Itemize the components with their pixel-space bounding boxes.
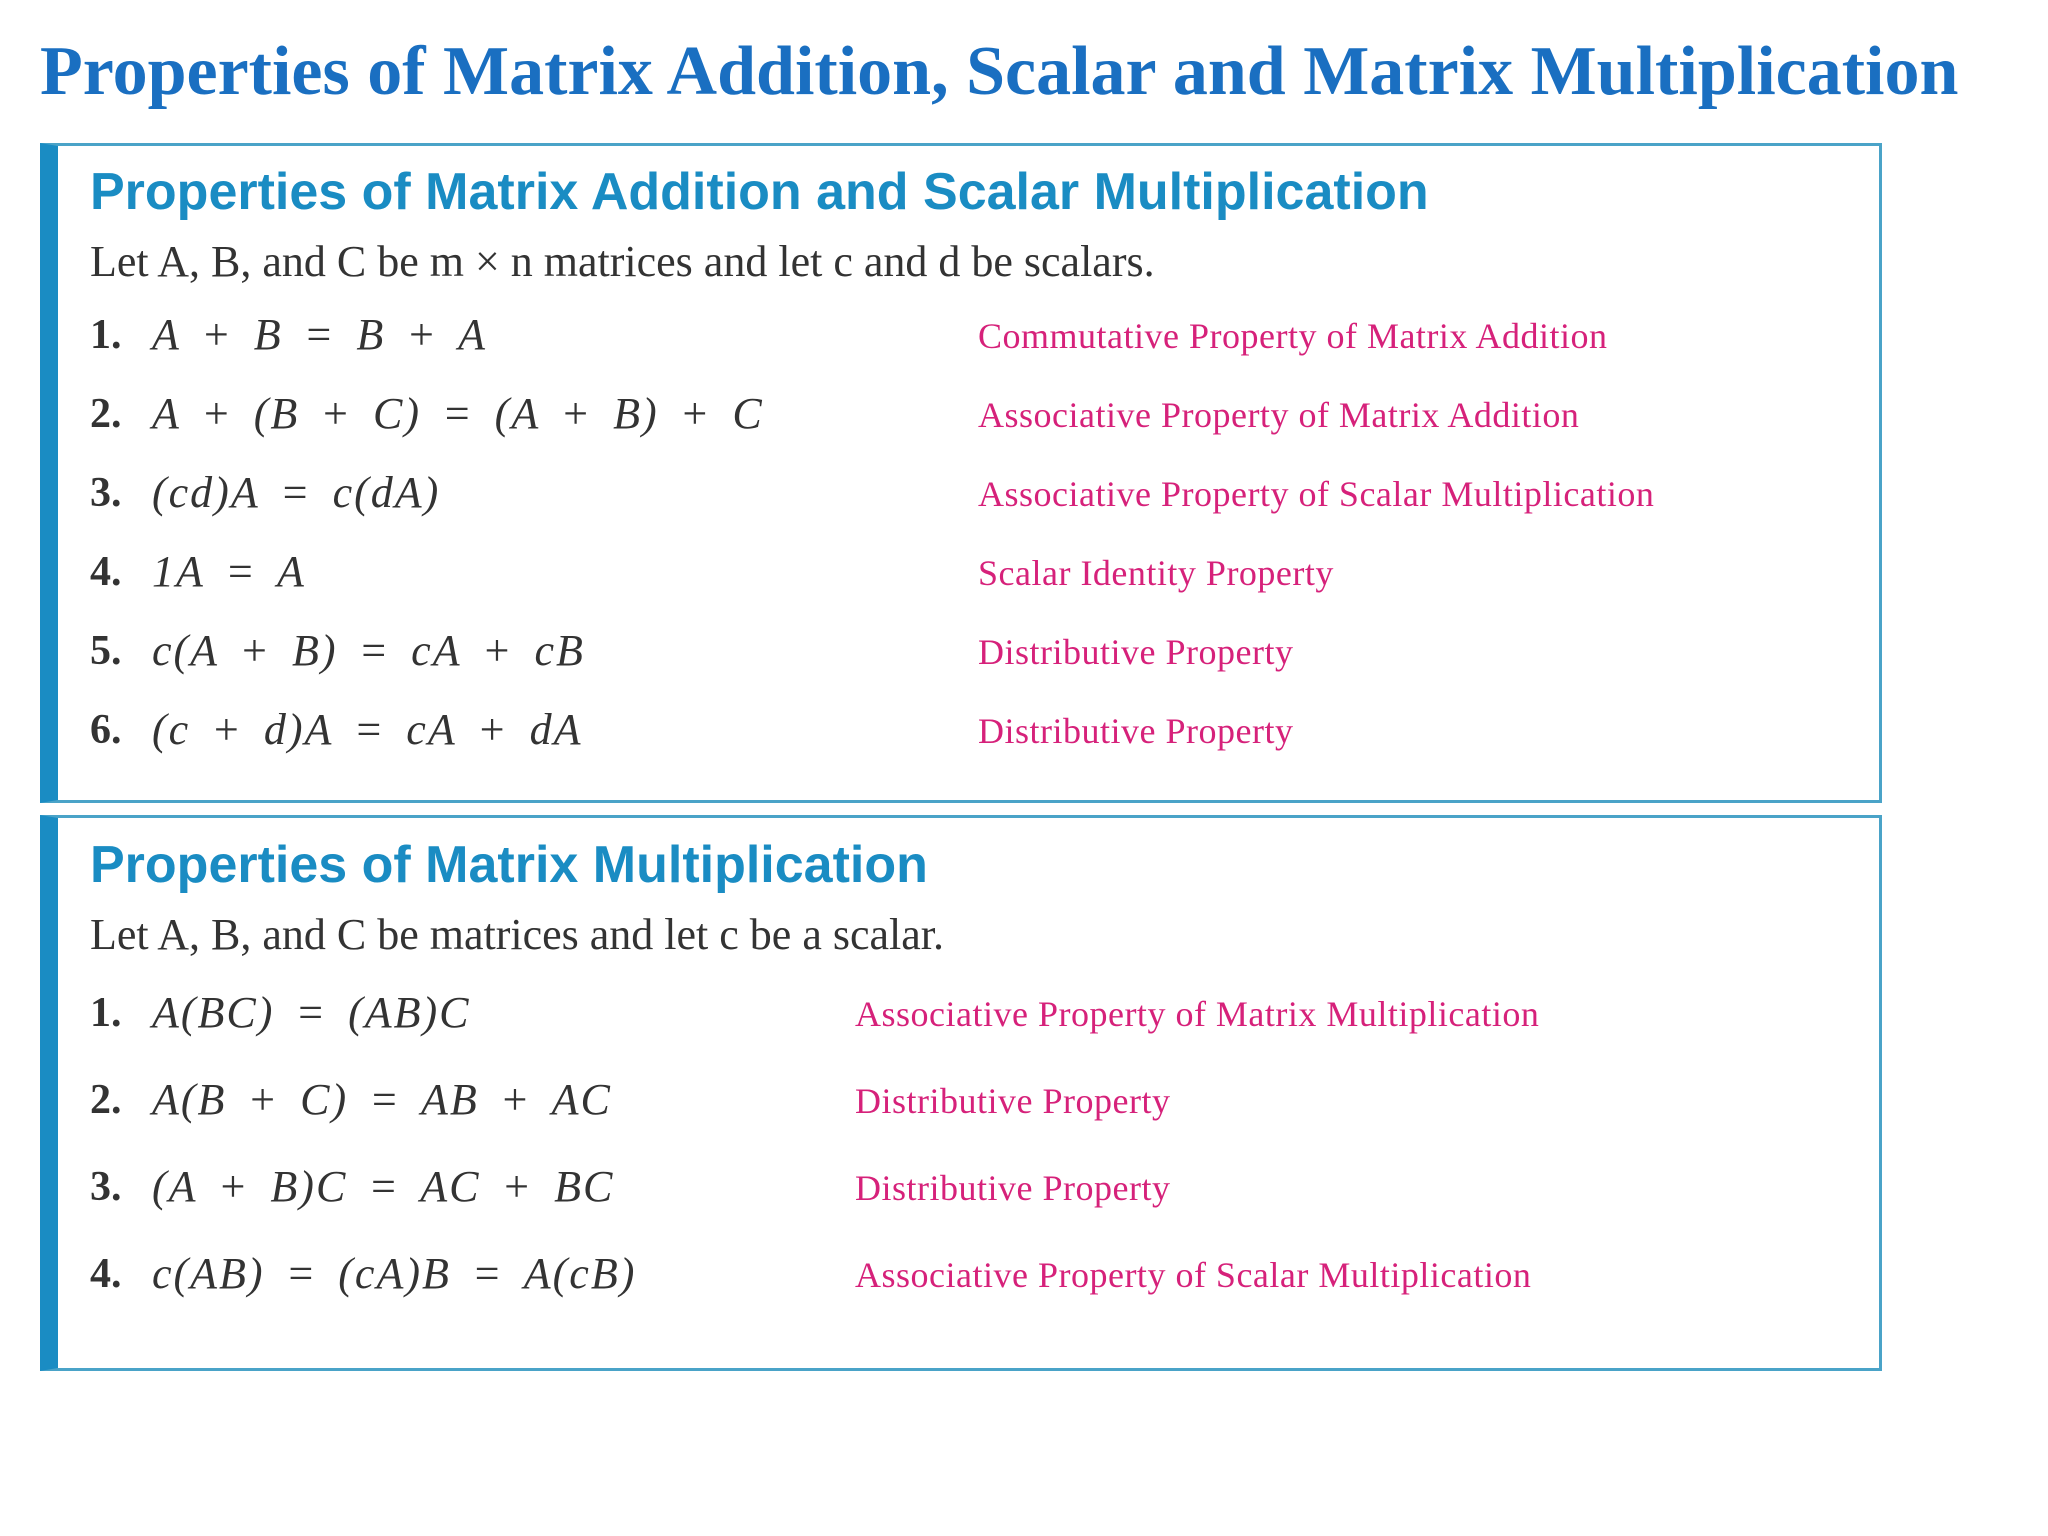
property-number: 3. [90,1164,122,1210]
property-row [90,625,1870,704]
property-name: Commutative Property of Matrix Addition [978,316,1608,356]
property-name: Scalar Identity Property [978,553,1334,593]
property-name: Associative Property of Matrix Multiplication [855,994,1540,1034]
property-formula: (A + B)C = AC + BC [152,1162,615,1211]
property-number: 6. [90,707,122,753]
property-number: 1. [90,990,122,1036]
property-formula: A + (B + C) = (A + B) + C [152,389,764,438]
property-number: 5. [90,628,122,674]
property-name: Associative Property of Scalar Multiplication [855,1255,1532,1295]
property-number: 4. [90,1251,122,1297]
property-row [90,309,1870,388]
property-name: Associative Property of Scalar Multiplication [978,474,1655,514]
property-row [90,1161,1870,1248]
property-row [90,546,1870,625]
property-formula: A(B + C) = AB + AC [152,1075,612,1124]
property-formula: A + B = B + A [152,310,487,359]
property-list [90,987,1870,1335]
property-formula: A(BC) = (AB)C [152,988,471,1037]
box-heading: Properties of Matrix Multiplication [90,836,928,894]
property-row [90,987,1870,1074]
property-number: 3. [90,470,122,516]
property-formula: c(A + B) = cA + cB [152,626,585,675]
box-heading: Properties of Matrix Addition and Scalar Multiplication [90,163,1429,221]
property-formula: c(AB) = (cA)B = A(cB) [152,1249,637,1298]
property-row [90,704,1870,783]
property-row [90,1074,1870,1161]
property-number: 2. [90,1077,122,1123]
property-formula: (c + d)A = cA + dA [152,705,583,754]
page-title: Properties of Matrix Addition, Scalar and Matrix Multiplication [40,33,1959,110]
property-row [90,388,1870,467]
property-list [90,309,1870,783]
property-name: Distributive Property [855,1168,1171,1208]
property-name: Distributive Property [855,1081,1171,1121]
property-formula: 1A = A [152,547,306,596]
property-name: Distributive Property [978,632,1294,672]
property-number: 2. [90,391,122,437]
property-row [90,1248,1870,1335]
property-formula: (cd)A = c(dA) [152,468,441,517]
property-name: Distributive Property [978,711,1294,751]
property-number: 1. [90,312,122,358]
property-number: 4. [90,549,122,595]
property-name: Associative Property of Matrix Addition [978,395,1580,435]
property-row [90,467,1870,546]
matrix-multiplication-properties-box [40,815,1882,1371]
addition-scalar-properties-box [40,143,1882,803]
box-intro: Let A, B, and C be m × n matrices and let c and d be scalars. [90,237,1155,286]
box-intro: Let A, B, and C be matrices and let c be a scalar. [90,910,945,959]
